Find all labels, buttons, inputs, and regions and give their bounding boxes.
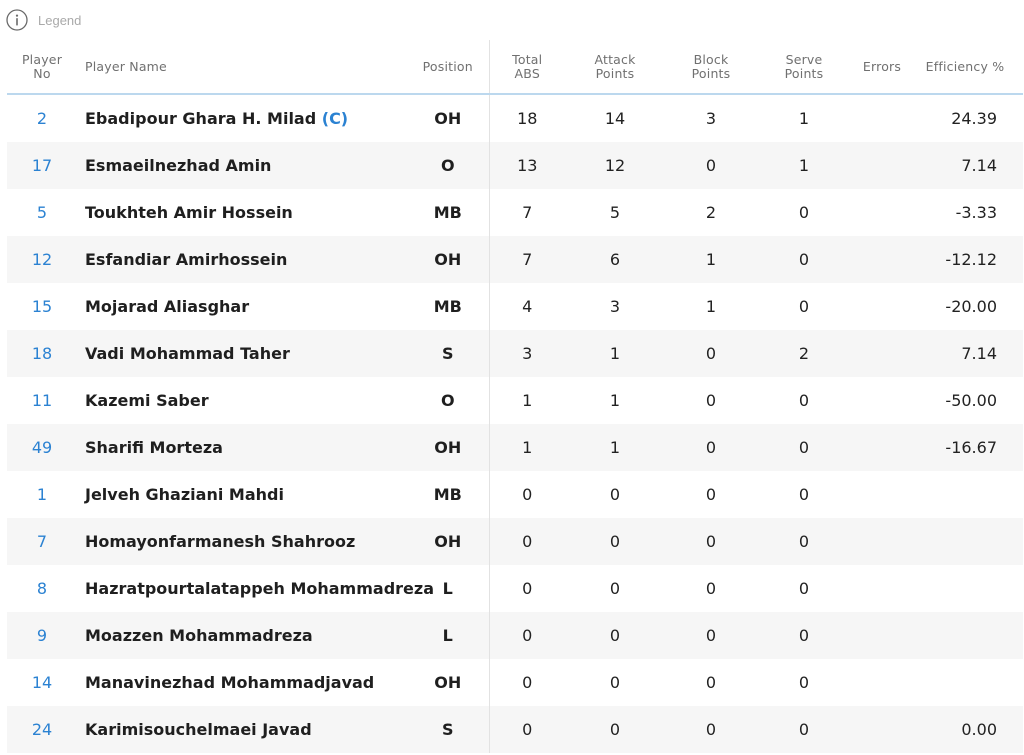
- efficiency-value: -20.00: [945, 297, 997, 316]
- player-name[interactable]: [77, 518, 407, 565]
- efficiency-value: [913, 518, 1023, 565]
- total-abs-value: 0: [522, 673, 533, 692]
- total-abs-value: 13: [489, 142, 565, 189]
- table-row: [7, 612, 1023, 659]
- player-name[interactable]: [77, 236, 407, 283]
- block-points-value: 0: [665, 706, 757, 753]
- serve-points-value: 0: [798, 203, 810, 222]
- block-points-value: 0: [665, 142, 757, 189]
- attack-points-value: 1: [609, 391, 621, 410]
- attack-points-value: 0: [609, 485, 621, 504]
- errors-value: [851, 283, 913, 330]
- table-row: [7, 377, 1023, 424]
- player-position: MB: [407, 189, 489, 236]
- header-efficiency[interactable]: Efficiency %: [913, 40, 1023, 94]
- block-points-value: 0: [705, 579, 717, 598]
- efficiency-value: [913, 612, 1023, 659]
- block-points-value: 0: [665, 330, 757, 377]
- errors-value: [851, 612, 913, 659]
- player-name[interactable]: [77, 424, 407, 471]
- player-number[interactable]: 24: [7, 706, 77, 753]
- attack-points-value: 1: [565, 424, 665, 471]
- serve-points-value: 1: [757, 142, 851, 189]
- player-position: L: [407, 565, 489, 612]
- player-position: OH: [407, 424, 489, 471]
- player-position: MB: [407, 283, 489, 330]
- errors-value: [851, 142, 913, 189]
- attack-points-value: 6: [565, 236, 665, 283]
- block-points-value: 1: [705, 297, 717, 316]
- table-row: [7, 659, 1023, 706]
- total-abs-value: 18: [517, 109, 538, 128]
- player-name-text: Vadi Mohammad Taher: [85, 344, 290, 363]
- player-name-text: Toukhteh Amir Hossein: [85, 203, 293, 222]
- header-serve-points[interactable]: Serve Points: [757, 40, 851, 94]
- player-name[interactable]: [77, 94, 407, 142]
- block-points-value: 1: [665, 236, 757, 283]
- serve-points-value: 0: [798, 485, 810, 504]
- player-number[interactable]: 9: [7, 612, 77, 659]
- player-number[interactable]: 12: [7, 236, 77, 283]
- legend-toggle[interactable]: [6, 8, 81, 32]
- serve-points-value: 0: [798, 391, 810, 410]
- total-abs-value: 7: [522, 203, 533, 222]
- errors-value: [851, 189, 913, 236]
- player-name[interactable]: [77, 330, 407, 377]
- errors-value: [851, 518, 913, 565]
- total-abs-value: 1: [489, 424, 565, 471]
- player-position: OH: [407, 236, 489, 283]
- table-row: [7, 236, 1023, 283]
- serve-points-value: 0: [757, 424, 851, 471]
- player-name[interactable]: [77, 471, 407, 518]
- errors-value: [851, 236, 913, 283]
- serve-points-value: 0: [798, 579, 810, 598]
- total-abs-value: 0: [489, 518, 565, 565]
- player-position: OH: [407, 94, 489, 142]
- player-name-text: Esmaeilnezhad Amin: [85, 156, 272, 175]
- efficiency-value: 24.39: [951, 109, 997, 128]
- table-row: [7, 565, 1023, 612]
- attack-points-value: 0: [565, 612, 665, 659]
- player-name[interactable]: [77, 377, 407, 424]
- player-number[interactable]: 17: [7, 142, 77, 189]
- serve-points-value: 0: [757, 236, 851, 283]
- player-number[interactable]: 15: [31, 297, 53, 316]
- block-points-value: 2: [705, 203, 717, 222]
- table-row: [7, 706, 1023, 753]
- efficiency-value: -12.12: [913, 236, 1023, 283]
- player-name-text: Moazzen Mohammadreza: [85, 626, 313, 645]
- player-name-text: Homayonfarmanesh Shahrooz: [85, 532, 356, 551]
- efficiency-value: -3.33: [955, 203, 997, 222]
- player-name[interactable]: [77, 283, 407, 330]
- player-number[interactable]: 14: [31, 673, 53, 692]
- errors-value: [851, 377, 913, 424]
- player-name-text: Manavinezhad Mohammadjavad: [85, 673, 375, 692]
- attack-points-value: 1: [565, 330, 665, 377]
- serve-points-value: 0: [757, 706, 851, 753]
- header-block-points[interactable]: Block Points: [665, 40, 757, 94]
- player-number[interactable]: 49: [7, 424, 77, 471]
- header-attack-points[interactable]: Attack Points: [565, 40, 665, 94]
- efficiency-value: 7.14: [913, 142, 1023, 189]
- table-header: [7, 40, 1023, 94]
- total-abs-value: 0: [489, 706, 565, 753]
- player-number[interactable]: 7: [7, 518, 77, 565]
- serve-points-value: 0: [757, 518, 851, 565]
- attack-points-value: 12: [565, 142, 665, 189]
- errors-value: [851, 659, 913, 706]
- errors-value: [851, 471, 913, 518]
- efficiency-value: 7.14: [913, 330, 1023, 377]
- table-row: [7, 189, 1023, 236]
- attack-points-value: 0: [565, 518, 665, 565]
- total-abs-value: 3: [489, 330, 565, 377]
- block-points-value: 0: [705, 391, 717, 410]
- block-points-value: 0: [665, 518, 757, 565]
- serve-points-value: 0: [757, 612, 851, 659]
- attack-points-value: 0: [565, 706, 665, 753]
- player-name[interactable]: [77, 565, 434, 612]
- header-player-no[interactable]: Player No: [7, 40, 77, 94]
- efficiency-value: [913, 659, 1023, 706]
- table-row: [7, 94, 1023, 142]
- header-errors[interactable]: Errors: [851, 40, 913, 94]
- attack-points-value: 14: [604, 109, 626, 128]
- player-name-text: Esfandiar Amirhossein: [85, 250, 288, 269]
- block-points-value: 0: [665, 424, 757, 471]
- efficiency-value: -50.00: [945, 391, 997, 410]
- player-number[interactable]: 11: [31, 391, 53, 410]
- table-row: [7, 518, 1023, 565]
- legend-label: Legend: [38, 12, 82, 28]
- attack-points-value: 0: [609, 673, 621, 692]
- table-row: [7, 283, 1023, 330]
- player-name-text: Kazemi Saber: [85, 391, 209, 410]
- serve-points-value: 2: [757, 330, 851, 377]
- serve-points-value: 1: [798, 109, 810, 128]
- player-position: MB: [407, 471, 489, 518]
- player-stats-table: [7, 40, 1023, 753]
- player-number[interactable]: 2: [36, 109, 48, 128]
- header-position[interactable]: Position: [407, 40, 489, 94]
- player-name-text: Sharifi Morteza: [85, 438, 223, 457]
- header-player-name[interactable]: Player Name: [77, 40, 407, 94]
- total-abs-value: 0: [489, 612, 565, 659]
- player-position: O: [407, 377, 489, 424]
- player-name[interactable]: [77, 659, 407, 706]
- player-name[interactable]: [77, 612, 407, 659]
- total-abs-value: 1: [522, 391, 533, 410]
- serve-points-value: 0: [798, 297, 810, 316]
- errors-value: [851, 565, 913, 612]
- player-position: S: [407, 330, 489, 377]
- player-name[interactable]: [77, 189, 407, 236]
- efficiency-value: [913, 565, 1023, 612]
- errors-value: [851, 330, 913, 377]
- player-number[interactable]: 5: [36, 203, 48, 222]
- player-position: OH: [407, 659, 489, 706]
- header-total-abs[interactable]: Total ABS: [489, 40, 565, 94]
- errors-value: [851, 94, 913, 142]
- player-number[interactable]: 18: [7, 330, 77, 377]
- attack-points-value: 5: [609, 203, 621, 222]
- table-row: [7, 471, 1023, 518]
- player-position: O: [407, 142, 489, 189]
- table-row: [7, 424, 1023, 471]
- block-points-value: 0: [705, 673, 717, 692]
- errors-value: [851, 706, 913, 753]
- serve-points-value: 0: [798, 673, 810, 692]
- player-position: S: [407, 706, 489, 753]
- player-name-text: Hazratpourtalatappeh Mohammadreza: [85, 579, 434, 598]
- player-name-text: Mojarad Aliasghar: [85, 297, 250, 316]
- player-number[interactable]: 8: [36, 579, 48, 598]
- table-row: [7, 142, 1023, 189]
- player-position: OH: [407, 518, 489, 565]
- attack-points-value: 3: [609, 297, 621, 316]
- block-points-value: 0: [705, 485, 717, 504]
- player-position: L: [407, 612, 489, 659]
- table-body: [7, 94, 1023, 753]
- total-abs-value: 4: [522, 297, 533, 316]
- player-name-text: Ebadipour Ghara H. Milad: [85, 109, 317, 128]
- table-row: [7, 330, 1023, 377]
- attack-points-value: 0: [609, 579, 621, 598]
- player-name[interactable]: [77, 706, 407, 753]
- info-icon: [6, 9, 28, 31]
- block-points-value: 3: [705, 109, 717, 128]
- total-abs-value: 0: [522, 485, 533, 504]
- efficiency-value: 0.00: [913, 706, 1023, 753]
- total-abs-value: 7: [489, 236, 565, 283]
- player-number[interactable]: 1: [36, 485, 48, 504]
- errors-value: [851, 424, 913, 471]
- block-points-value: 0: [665, 612, 757, 659]
- player-name[interactable]: [77, 142, 407, 189]
- efficiency-value: [913, 471, 1023, 518]
- efficiency-value: -16.67: [913, 424, 1023, 471]
- captain-badge: (C): [321, 109, 349, 128]
- total-abs-value: 0: [522, 579, 533, 598]
- player-name-text: Karimisouchelmaei Javad: [85, 720, 312, 739]
- player-name-text: Jelveh Ghaziani Mahdi: [85, 485, 284, 504]
